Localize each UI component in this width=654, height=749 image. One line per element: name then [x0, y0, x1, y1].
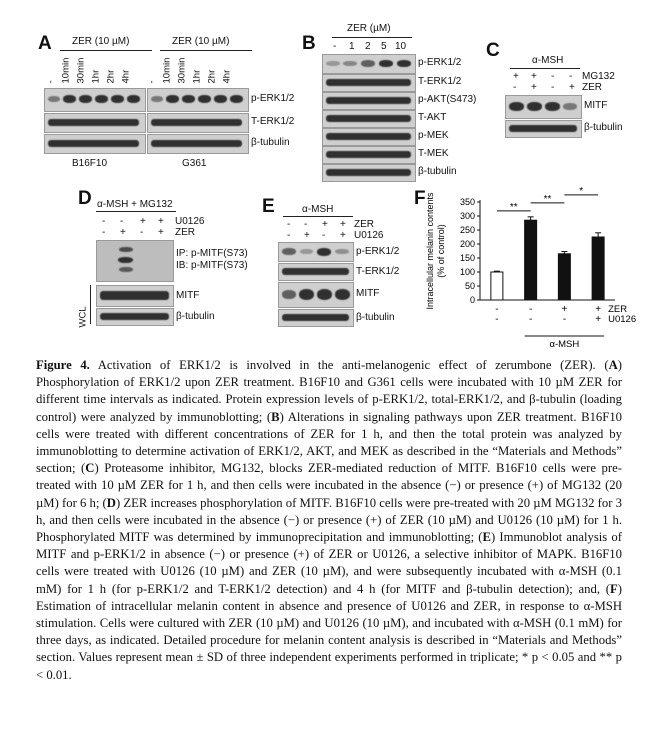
- caption-label-b: B: [271, 409, 280, 424]
- panel-b-row-label: T-MEK: [418, 148, 449, 159]
- panel-a-cell-right: G361: [182, 158, 207, 169]
- panel-b-row-label: T-AKT: [418, 112, 447, 123]
- panel-e-group: α-MSH: [302, 204, 334, 215]
- y-tick-label: 50: [464, 281, 475, 291]
- panel-a-group-left-line: [60, 50, 152, 51]
- blot-b-terk: [322, 74, 416, 92]
- panel-e-row-label: MITF: [356, 288, 380, 299]
- panel-a-lane-right: 1hr: [191, 69, 203, 84]
- caption-text-e: ) Immunoblot analysis of MITF and p-ERK1/2 in absence (−) or presence (+) of ZER or U0126, a selective inhibitor of MAPK. B16F10 cells were treated with U0126 (10 µM) and ZER (10 µM), and were subsequently incubated with α-MSH (0.1 mM) for 1 h (for p-ERK1/2 and T-ERK1/2 detection) and 4 h (for MITF and β-tubulin detection); and, (: [36, 530, 622, 596]
- panel-e-label: E: [262, 196, 275, 217]
- treatment-sign: -: [562, 314, 567, 325]
- panel-a-group-right: ZER (10 µM): [172, 36, 230, 47]
- y-axis-title-unit: (% of control): [436, 224, 446, 278]
- treatment-sign: -: [528, 314, 533, 325]
- panel-e-sign: +: [304, 230, 310, 241]
- panel-d-sign: +: [120, 227, 126, 238]
- caption-label-f: F: [610, 581, 618, 596]
- panel-a-lane-left: 1hr: [90, 69, 102, 84]
- panel-c-treatment: ZER: [582, 82, 602, 93]
- blot-b-tubulin: [322, 164, 416, 182]
- panel-e-sign: +: [340, 219, 346, 230]
- panel-a-row-label: T-ERK1/2: [251, 116, 295, 127]
- panel-f-label: F: [414, 188, 426, 209]
- panel-a-lane-right: -: [146, 80, 158, 84]
- panel-b-lane: 10: [395, 41, 407, 52]
- panel-a-lane-left: 30min: [75, 57, 87, 84]
- significance-mark: **: [543, 193, 552, 205]
- panel-c-sign: +: [513, 71, 519, 82]
- panel-e-sign: -: [287, 219, 291, 230]
- caption-title: Figure 4.: [36, 358, 90, 372]
- panel-c-label: C: [486, 40, 500, 61]
- panel-b-row-label: p-MEK: [418, 130, 449, 141]
- panel-a-lane-right: 4hr: [221, 69, 233, 84]
- group-label: α-MSH: [549, 339, 580, 350]
- y-axis-title: Intracellular melanin contents: [425, 192, 435, 310]
- caption-label-a: A: [608, 358, 618, 372]
- panel-d-ib-label: IB: p-MITF(S73): [176, 260, 248, 271]
- blot-b-pmek: [322, 128, 416, 146]
- panel-d-treatment: U0126: [175, 216, 205, 227]
- panel-a-group-left: ZER (10 µM): [72, 36, 130, 47]
- treatment-name: U0126: [608, 314, 637, 325]
- panel-c-sign: +: [531, 71, 537, 82]
- panel-a-lane-left: -: [45, 80, 57, 84]
- panel-b-lane: 1: [349, 41, 355, 52]
- panel-a-lane-left: 10min: [60, 57, 72, 84]
- panel-b-label: B: [302, 33, 316, 54]
- panel-d-sign: -: [102, 227, 106, 238]
- figure-caption: Figure 4. Activation of ERK1/2 is involved in the anti-melanogenic effect of zerumbone (ZER). (A) Phosphorylation of ERK1/2 upon ZER treatment. B16F10 and G361 cells were incubated with 10 µM ZER for different time intervals as indicated. Protein expression levels of p-ERK1/2, total-ERK1/2, and β-tubulin (loading control) were analyzed by immunoblotting; (B) Alterations in signaling pathways upon ZER treatment. B16F10 cells were treated with different concentrations of ZER for 1 h, and then the total protein was analyzed by immunoblotting to determine activation of ERK1/2, AKT, and MEK as described in the “Materials and Methods” section; (C) Proteasome inhibitor, MG132, blocks ZER-mediated reduction of MITF. B16F10 cells were pre-treated with 10 µM ZER for 1 h, and then cells were incubated in the absence (−) or presence (+) of MG132 (20 µM) for 6 h; (D) ZER increases phosphorylation of MITF. B16F10 cells were pre-treated with 20 µM MG132 for 3 h, and then cells were incubated in the absence (−) or presence (+) of ZER (10 µM) and U0126 (10 µM) for 1 h. Phosphorylated MITF was determined by immunoprecipitation and immunoblotting; (E) Immunoblot analysis of MITF and p-ERK1/2 in absence (−) or presence (+) of ZER or U0126, a selective inhibitor of MAPK. B16F10 cells were treated with U0126 (10 µM) and ZER (10 µM), and were subsequently incubated with α-MSH (0.1 mM) for 1 h (for p-ERK1/2 and T-ERK1/2 detection) and 4 h (for MITF and β-tubulin detection); and, (F) Estimation of intracellular melanin content in absence and presence of U0126 and ZER, in response to α-MSH stimulation. Cells were cultured with ZER (10 µM) and U0126 (10 µM), and incubated with α-MSH (0.1 mM) for three days, as indicated. Detailed procedure for melanin content analysis is described in “Materials and Methods” section. Values represent mean ± SD of three independent experiments performed in triplicate; * p < 0.05 and ** p < 0.01.: [36, 358, 623, 682]
- caption-text-f: ) Estimation of intracellular melanin content in absence and presence of U0126 and ZER, in response to α-MSH stimulation. Cells were cultured with ZER (10 µM) and U0126 (10 µM), and incubated with α-MSH (0.1 mM) for three days, as indicated. Detailed procedure for melanin content analysis is described in “Materials and Methods” section. Values represent mean ± SD of three independent experiments performed in triplicate; * p < 0.05 and ** p < 0.01.: [36, 581, 622, 682]
- significance-mark: **: [509, 201, 518, 213]
- panel-e-sign: -: [304, 219, 308, 230]
- panel-c-sign: -: [551, 82, 555, 93]
- panel-a-lane-left: 4hr: [120, 69, 132, 84]
- panel-b-lane: 2: [365, 41, 371, 52]
- panel-d-sign: +: [140, 216, 146, 227]
- treatment-sign: -: [528, 304, 533, 315]
- blot-e-tubulin: [278, 309, 354, 327]
- blot-a-g361-terk: [147, 113, 249, 133]
- blot-e-mitf: [278, 282, 354, 308]
- y-tick-label: 250: [459, 225, 475, 235]
- panel-d-label: D: [78, 188, 92, 209]
- bar: [592, 237, 604, 300]
- blot-c-mitf: [505, 95, 582, 119]
- panel-a-row-label: β-tubulin: [251, 137, 290, 148]
- panel-a-lane-right: 30min: [176, 57, 188, 84]
- panel-e-sign: +: [322, 219, 328, 230]
- y-tick-label: 200: [459, 239, 475, 249]
- panel-d-group: α-MSH + MG132: [97, 199, 173, 210]
- panel-e-sign: +: [340, 230, 346, 241]
- blot-b-perk: [322, 54, 416, 74]
- blot-a-b16f10-perk: [44, 88, 146, 112]
- panel-e-sign: -: [322, 230, 326, 241]
- panel-b-row-label: β-tubulin: [418, 166, 457, 177]
- panel-c-sign: +: [531, 82, 537, 93]
- panel-d-row-label: β-tubulin: [176, 311, 215, 322]
- y-tick-label: 300: [459, 211, 475, 221]
- blot-a-g361-perk: [147, 88, 249, 112]
- panel-c-group-line: [510, 68, 580, 69]
- blot-e-terk: [278, 263, 354, 281]
- panel-b-row-label: T-ERK1/2: [418, 76, 462, 87]
- caption-text-a: ) Phosphorylation of ERK1/2 upon ZER treatment. B16F10 and G361 cells were incubated with 10 µM ZER for different time intervals as indicated. Protein expression levels of p-ERK1/2, total-ERK1/2, and β-tubulin (loading control) were analyzed by immunoblotting; (: [36, 358, 622, 424]
- y-tick-label: 350: [459, 197, 475, 207]
- panel-b-lane: -: [333, 41, 337, 52]
- panel-a-lane-right: 10min: [161, 57, 173, 84]
- panel-d-sign: +: [158, 216, 164, 227]
- caption-title-text: Activation of ERK1/2 is involved in the anti-melanogenic effect of zerumbone (ZER).: [89, 358, 596, 372]
- caption-label-c: C: [85, 461, 95, 476]
- blot-d-pmitf: [96, 240, 174, 282]
- bar: [491, 272, 503, 300]
- y-tick-label: 150: [459, 253, 475, 263]
- panel-a-label: A: [38, 33, 52, 54]
- blot-c-tubulin: [505, 120, 582, 138]
- treatment-sign: -: [495, 304, 499, 315]
- blot-b-takt: [322, 110, 416, 128]
- caption-label-e: E: [482, 530, 492, 545]
- panel-a-lane-right: 2hr: [206, 69, 218, 84]
- panel-c-sign: -: [569, 71, 573, 82]
- blot-e-perk: [278, 242, 354, 262]
- panel-b-group: ZER (µM): [347, 23, 391, 34]
- treatment-sign: +: [561, 304, 568, 315]
- y-tick-label: 100: [459, 267, 475, 277]
- blot-a-b16f10-tubulin: [44, 134, 146, 154]
- treatment-sign: -: [495, 314, 499, 325]
- bar: [558, 254, 570, 300]
- panel-c-row-label: MITF: [584, 100, 608, 111]
- panel-d-sign: +: [158, 227, 164, 238]
- caption-text-c: ) Proteasome inhibitor, MG132, blocks ZER-mediated reduction of MITF. B16F10 cells were pre-treated with 10 µM ZER for 1 h, and then cells were incubated in the absence (−) or presence (+) of MG132 (20 µM) for 6 h; (: [36, 461, 622, 510]
- panel-d-treatment: ZER: [175, 227, 195, 238]
- y-tick-label: 0: [469, 295, 475, 305]
- panel-e-group-line: [283, 216, 353, 217]
- panel-b-row-label: p-ERK1/2: [418, 57, 462, 68]
- melanin-bar-chart: [425, 185, 637, 352]
- panel-e-sign: -: [287, 230, 291, 241]
- blot-b-pakt: [322, 92, 416, 110]
- caption-text-d: ) ZER increases phosphorylation of MITF. B16F10 cells were pre-treated with 20 µM MG132 for 3 h, and then cells were incubated in the absence (−) or presence (+) of ZER (10 µM) and U0126 (10 µM) for 1 h. Phosphorylated MITF was determined by immunoprecipitation and immunoblotting; (: [36, 495, 622, 545]
- panel-e-row-label: T-ERK1/2: [356, 266, 400, 277]
- panel-d-sign: -: [120, 216, 124, 227]
- panel-e-treatment: U0126: [354, 230, 384, 241]
- panel-a-lane-left: 2hr: [105, 69, 117, 84]
- panel-d-group-line: [96, 211, 176, 212]
- bar: [525, 220, 537, 300]
- panel-a-row-label: p-ERK1/2: [251, 93, 295, 104]
- panel-d-sign: -: [102, 216, 106, 227]
- panel-d-sign: -: [140, 227, 144, 238]
- caption-text-b: ) Alterations in signaling pathways upon ZER treatment. B16F10 cells were treated with different concentrations of ZER for 1 h, and then the total protein was analyzed by immunoblotting to determine activation of ERK1/2, AKT, and MEK as described in the “Materials and Methods” section; (: [36, 409, 623, 476]
- panel-d-row-label: MITF: [176, 290, 200, 301]
- panel-c-sign: -: [513, 82, 517, 93]
- caption-label-d: D: [106, 495, 116, 510]
- blot-a-g361-tubulin: [147, 134, 249, 154]
- blot-d-tubulin: [96, 308, 174, 326]
- blot-b-tmek: [322, 146, 416, 164]
- panel-a-cell-left: B16F10: [72, 158, 108, 169]
- panel-b-group-line: [332, 37, 412, 38]
- blot-d-mitf: [96, 285, 174, 307]
- treatment-sign: +: [595, 304, 602, 315]
- panel-b-lane: 5: [381, 41, 387, 52]
- panel-a-group-right-line: [160, 50, 252, 51]
- panel-c-sign: +: [569, 82, 575, 93]
- panel-d-ip-label: IP: p-MITF(S73): [176, 248, 248, 259]
- panel-b-row-label: p-AKT(S473): [418, 94, 477, 105]
- panel-e-treatment: ZER: [354, 219, 374, 230]
- blot-a-b16f10-terk: [44, 113, 146, 133]
- panel-d-wcl-label: WCL: [77, 306, 89, 328]
- panel-c-group: α-MSH: [532, 55, 564, 66]
- significance-mark: *: [579, 185, 584, 197]
- treatment-sign: +: [595, 314, 602, 325]
- panel-e-row-label: β-tubulin: [356, 312, 395, 323]
- panel-d-wcl-bracket: [90, 285, 91, 324]
- treatment-name: ZER: [608, 304, 628, 315]
- panel-c-sign: -: [551, 71, 555, 82]
- panel-c-row-label: β-tubulin: [584, 122, 623, 133]
- panel-e-row-label: p-ERK1/2: [356, 246, 400, 257]
- panel-c-treatment: MG132: [582, 71, 615, 82]
